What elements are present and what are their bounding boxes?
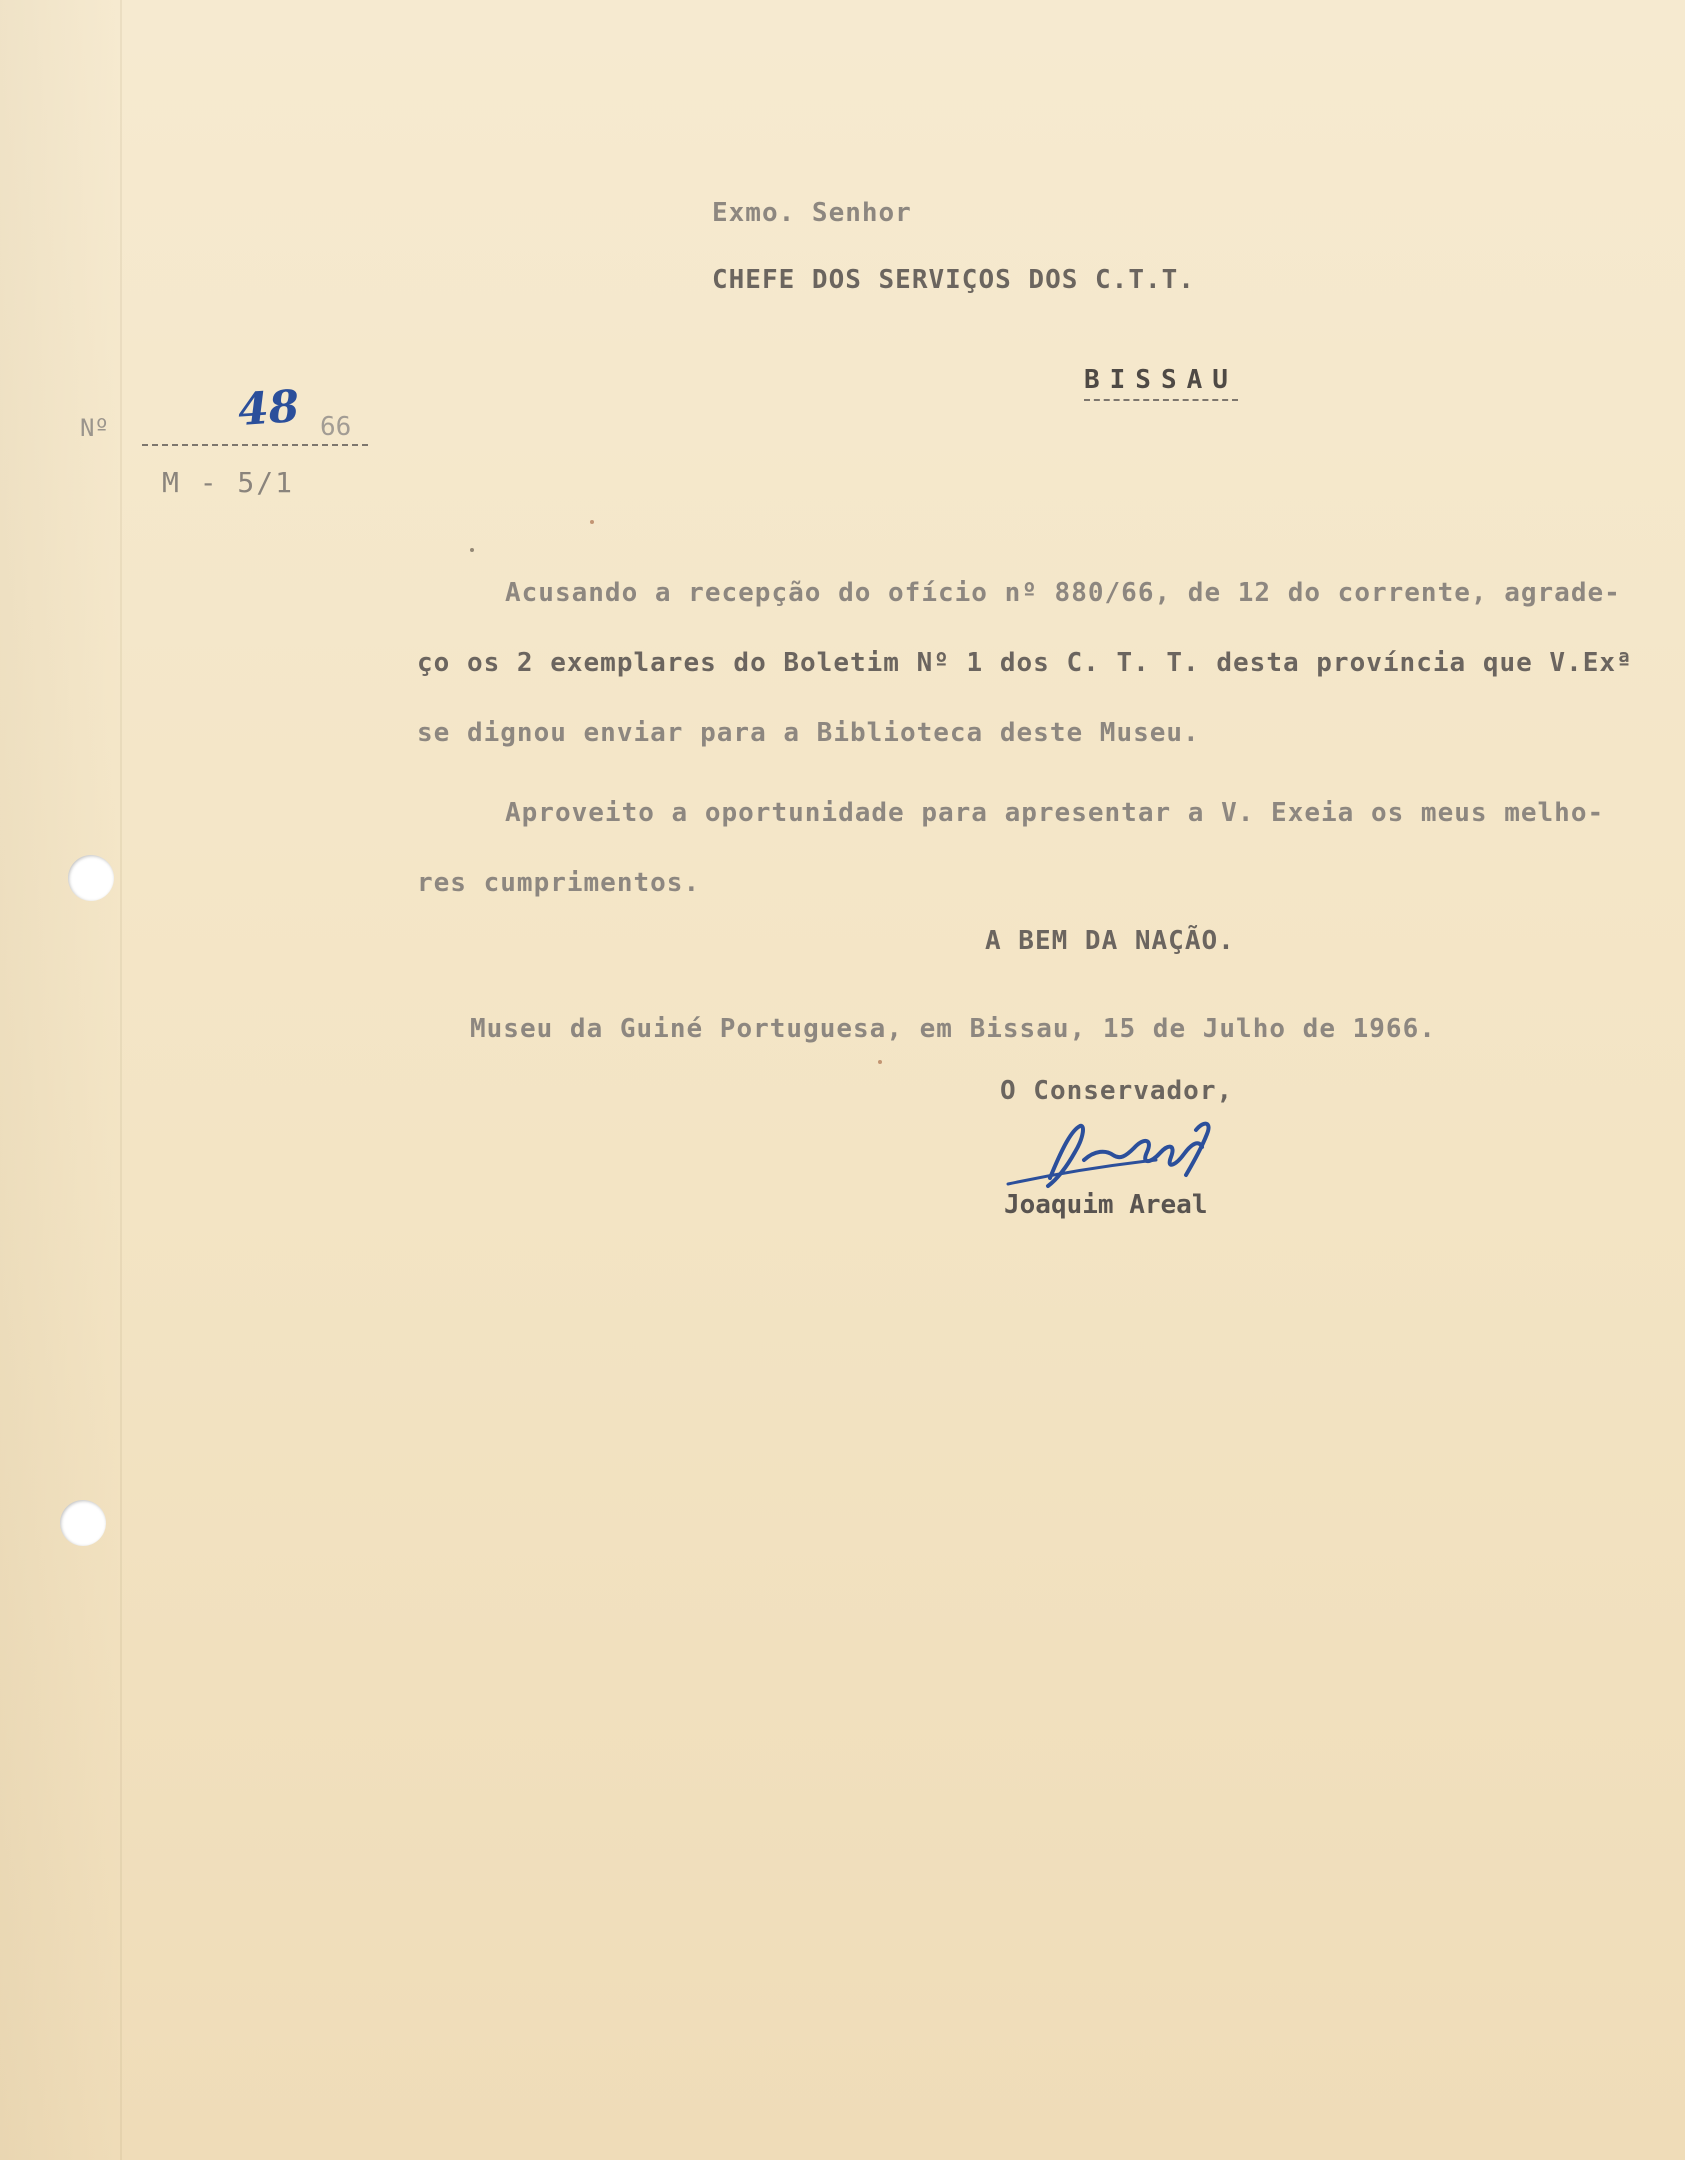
reference-code: M - 5/1 [162,466,295,499]
reference-year: 66 [320,412,352,442]
punch-hole-bottom [60,1500,106,1546]
paper-fold-line [120,0,122,2160]
signatory-title: O Conservador, [1000,1076,1234,1106]
place-date: Museu da Guiné Portuguesa, em Bissau, 15 de Julho de 1966. [470,1014,1436,1044]
body-line: se dignou enviar para a Biblioteca deste Museu. [417,718,1200,748]
salutation: Exmo. Senhor [712,198,912,228]
addressee-office: CHEFE DOS SERVIÇOS DOS C.T.T. [712,265,1195,295]
reference-label: Nº [80,414,109,442]
punch-hole-top [68,855,114,901]
body-line: Acusando a recepção do ofício nº 880/66, de 12 do corrente, agrade- [505,578,1621,608]
body-line: ço os 2 exemplares do Boletim Nº 1 dos C. T. T. desta província que V.Exª [417,648,1633,678]
body-line: Aproveito a oportunidade para apresentar a V. Exeia os meus melho- [505,798,1605,828]
paper-speck [878,1060,882,1064]
signatory-name: Joaquim Areal [1004,1190,1208,1220]
body-line: res cumprimentos. [417,868,701,898]
paper-speck [590,520,594,524]
closing-motto: A BEM DA NAÇÃO. [985,926,1235,956]
paper-speck [470,548,474,552]
reference-number: 48 [236,380,301,437]
addressee-city: BISSAU [1084,365,1238,401]
